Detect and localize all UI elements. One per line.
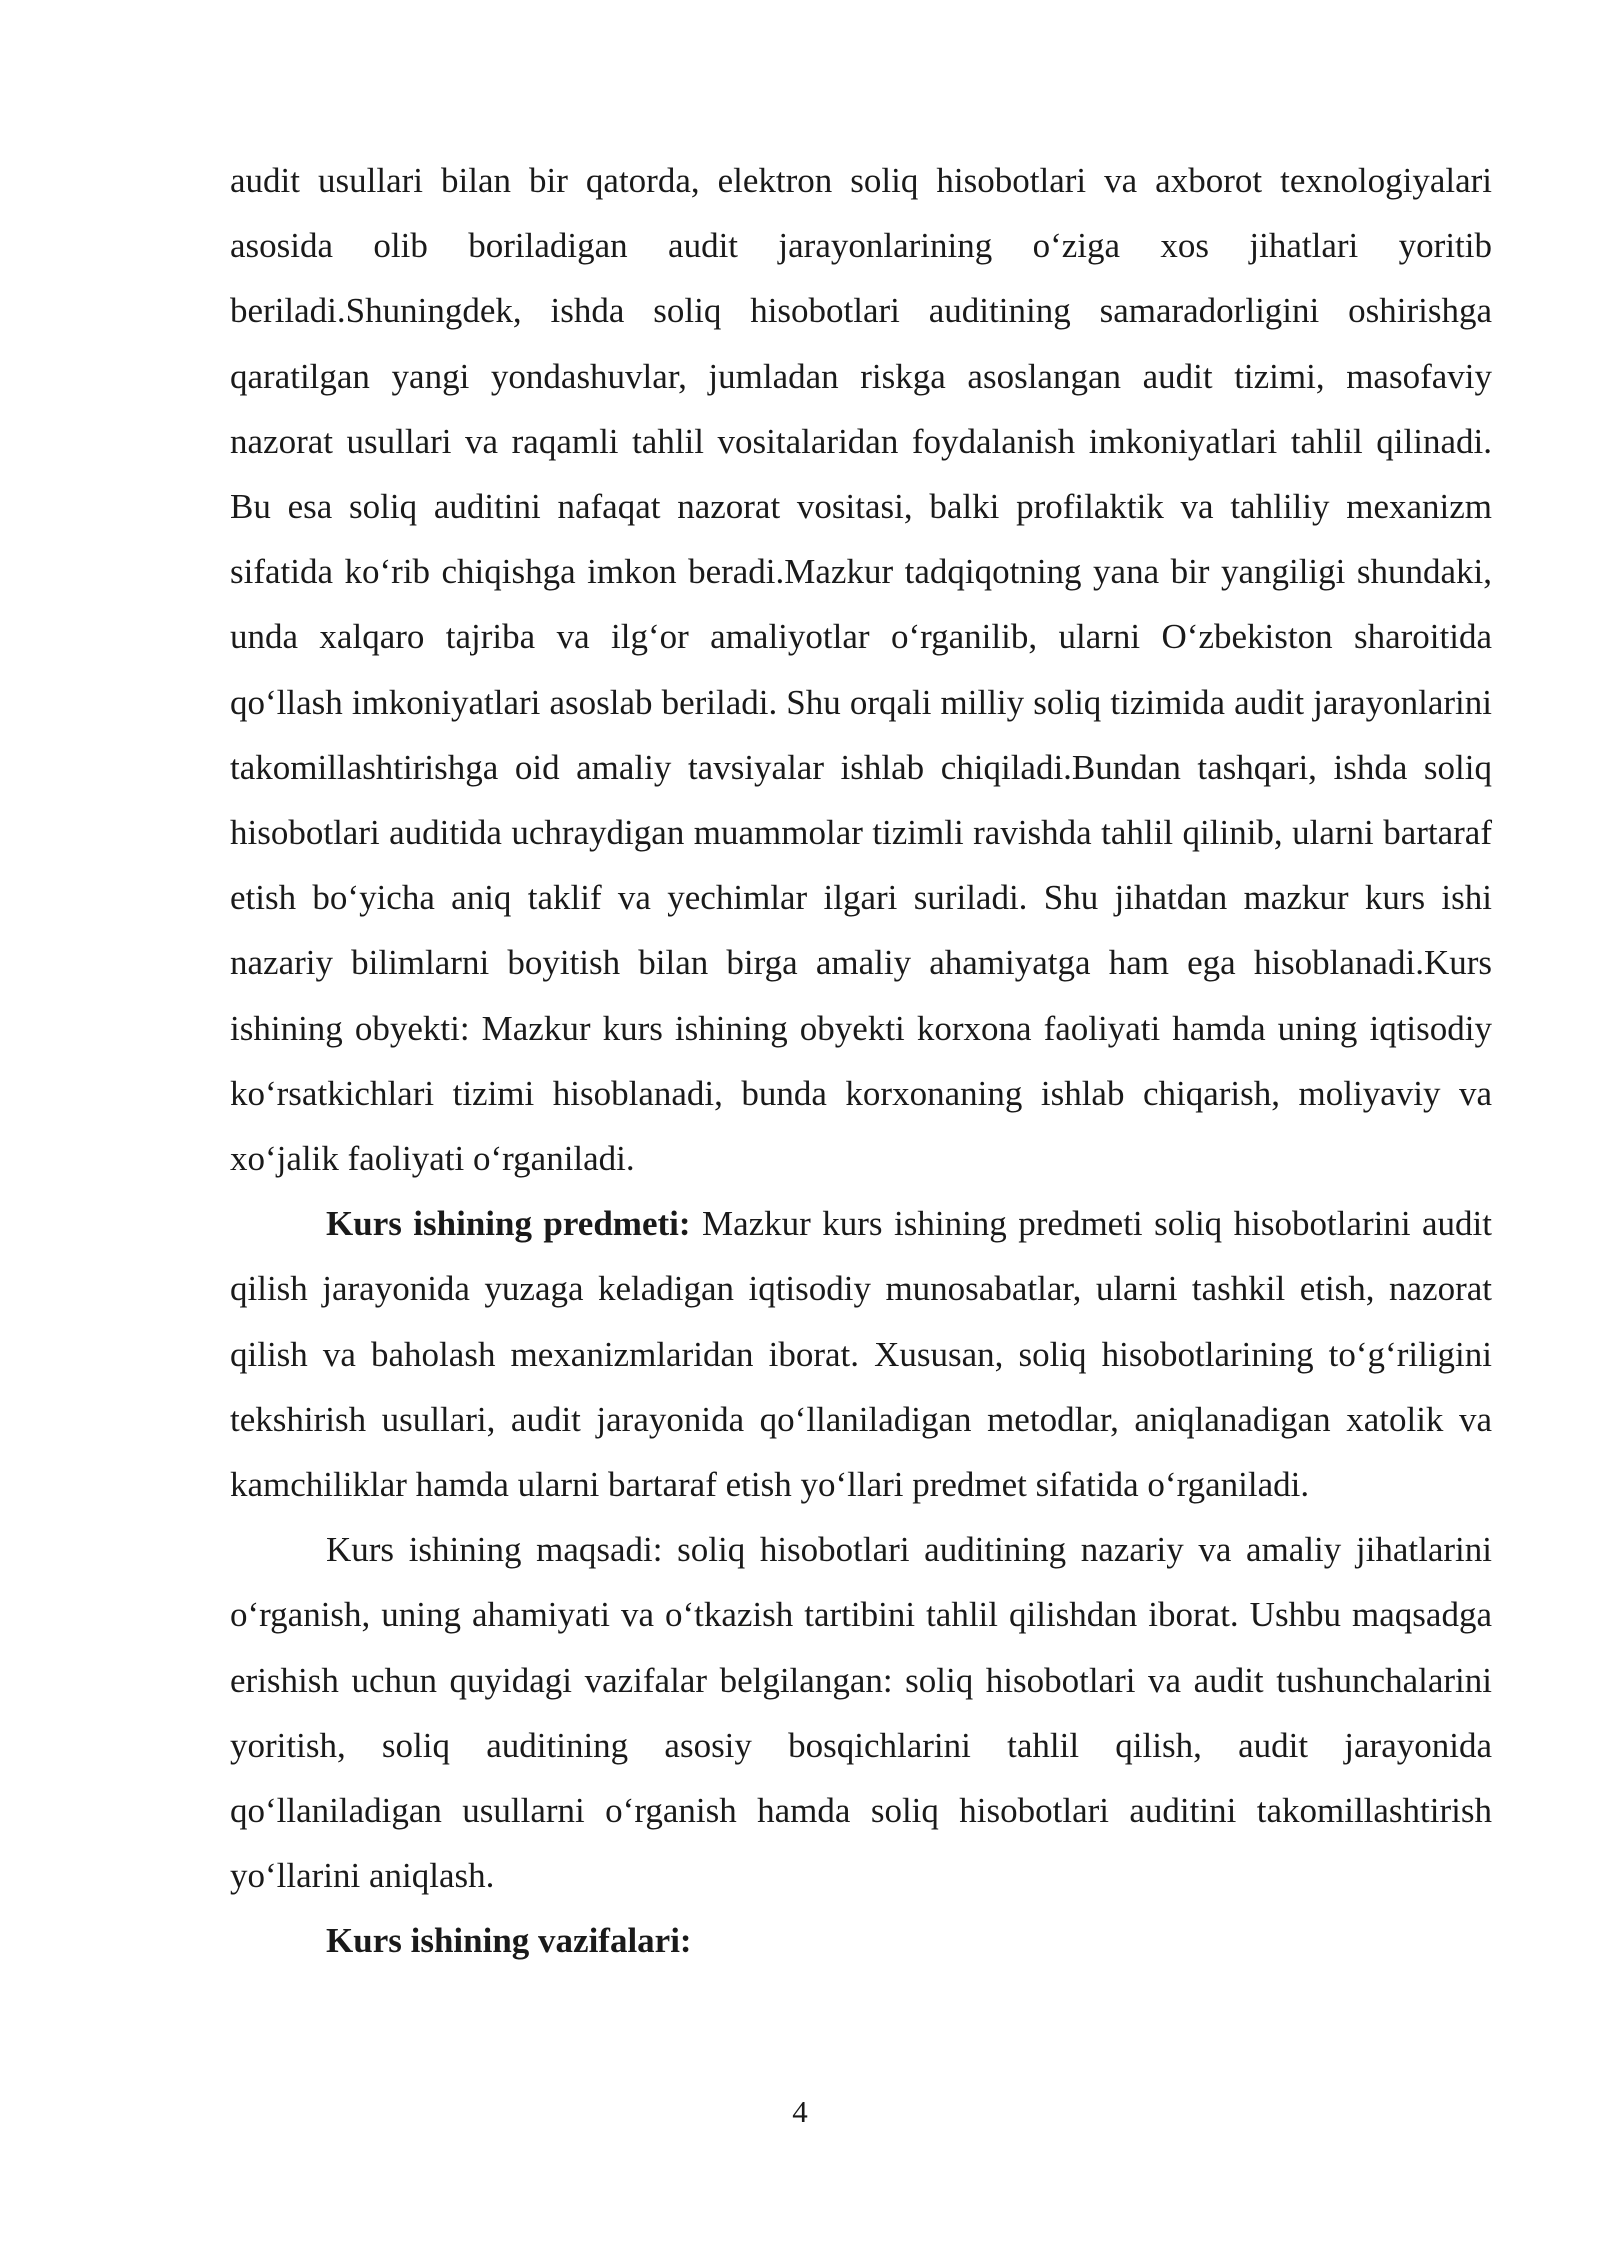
predmet-heading: Kurs ishining predmeti: bbox=[326, 1204, 691, 1244]
paragraph-predmet bbox=[230, 1191, 1492, 1517]
page-number: 4 bbox=[792, 2094, 808, 2129]
paragraph-audit-methods: audit usullari bilan bir qatorda, elektron soliq hisobotlari va axborot texnologiyalari asosida olib boriladigan audit jarayonlarining o‘ziga xos jihatlari yoritib beriladi.Shuningdek, ishda soliq hisobotlari auditining samaradorligini oshirishga qaratilgan yangi yondashuvlar, jumladan riskga asoslangan audit tizimi, masofaviy nazorat usullari va raqamli tahlil vositalaridan foydalanish imkoniyatlari tahlil qilinadi. Bu esa soliq auditini nafaqat nazorat vositasi, balki profilaktik va tahliliy mexanizm sifatida ko‘rib chiqishga imkon beradi.Mazkur tadqiqotning yana bir yangiligi shundaki, unda xalqaro tajriba va ilg‘or amaliyotlar o‘rganilib, ularni O‘zbekiston sharoitida qo‘llash imkoniyatlari asoslab beriladi. Shu orqali milliy soliq tizimida audit jarayonlarini takomillashtirishga oid amaliy tavsiyalar ishlab chiqiladi.Bundan tashqari, ishda soliq hisobotlari auditida uchraydigan muammolar tizimli ravishda tahlil qilinib, ularni bartaraf etish bo‘yicha aniq taklif va yechimlar ilgari suriladi. Shu jihatdan mazkur kurs ishi nazariy bilimlarni boyitish bilan birga amaliy ahamiyatga ham ega hisoblanadi.Kurs ishining obyekti: Mazkur kurs ishining obyekti korxona faoliyati hamda uning iqtisodiy ko‘rsatkichlari tizimi hisoblanadi, bunda korxonaning ishlab chiqarish, moliyaviy va xo‘jalik faoliyati o‘rganiladi. bbox=[230, 161, 1492, 1179]
body-text bbox=[230, 148, 1492, 1974]
vazifalar-heading: Kurs ishining vazifalari: bbox=[326, 1921, 692, 1961]
predmet-text: Mazkur kurs ishining predmeti soliq hisobotlarini audit qilish jarayonida yuzaga keladigan iqtisodiy munosabatlar, ularni tashkil etish, nazorat qilish va baholash mexanizmlaridan iborat. Xususan, soliq hisobotlarining to‘g‘riligini tekshirish usullari, audit jarayonida qo‘llaniladigan metodlar, aniqlanadigan xatolik va kamchiliklar hamda ularni bartaraf etish yo‘llari predmet sifatida o‘rganiladi. bbox=[230, 1204, 1492, 1505]
paragraph-maqsad: Kurs ishining maqsadi: soliq hisobotlari auditining nazariy va amaliy jihatlarini o‘rganish, uning ahamiyati va o‘tkazish tartibini tahlil qilishdan iborat. Ushbu maqsadga erishish uchun quyidagi vazifalar belgilangan: soliq hisobotlari va audit tushunchalarini yoritish, soliq auditining asosiy bosqichlarini tahlil qilish, audit jarayonida qo‘llaniladigan usullarni o‘rganish hamda soliq hisobotlari auditini takomillashtirish yo‘llarini aniqlash. bbox=[230, 1530, 1492, 1896]
